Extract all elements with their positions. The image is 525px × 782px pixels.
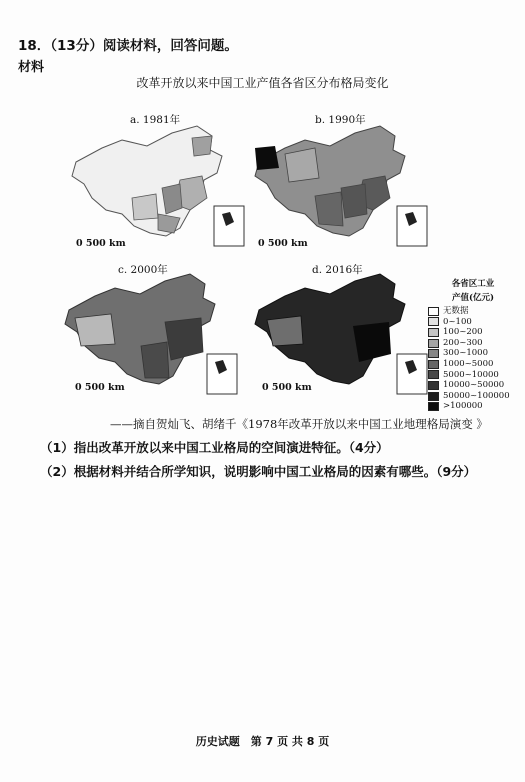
- legend-label: 0~100: [443, 316, 472, 327]
- legend-swatch: [428, 360, 439, 369]
- panel-b-label: b. 1990年: [315, 114, 366, 126]
- legend-label: 200~300: [443, 337, 483, 348]
- question-title: 18．（13分）阅读材料，回答问题。: [18, 38, 238, 54]
- legend-label: 10000~50000: [443, 380, 505, 391]
- question-1: （1）指出改革开放以来中国工业格局的空间演进特征。（4分）: [40, 440, 389, 455]
- page-footer: 历史试题 第 7 页 共 8 页: [195, 735, 330, 748]
- legend-swatch: [428, 392, 439, 401]
- panel-c-scale: 0 500 km: [75, 382, 125, 393]
- panel-c-label: c. 2000年: [118, 264, 168, 276]
- legend-label: 300~1000: [443, 348, 488, 359]
- legend-label: 5000~10000: [443, 369, 499, 380]
- legend-swatch: [428, 328, 439, 337]
- legend-item: [428, 401, 518, 412]
- map-1990: [245, 118, 435, 258]
- legend-item: [428, 380, 518, 391]
- legend-title-line1: 各省区工业: [451, 279, 495, 289]
- question-2: （2）根据材料并结合所学知识，说明影响中国工业格局的因素有哪些。（9分）: [40, 464, 477, 479]
- legend-item: [428, 317, 518, 328]
- legend-swatch: [428, 370, 439, 379]
- legend-item: [428, 348, 518, 359]
- legend-label: >100000: [443, 401, 483, 412]
- material-label: 材料: [18, 60, 45, 75]
- legend-label: 无数据: [443, 306, 469, 316]
- map-legend: [428, 278, 518, 412]
- panel-d-label: d. 2016年: [312, 264, 363, 276]
- legend-label: 50000~100000: [443, 390, 510, 401]
- legend-swatch: [428, 307, 439, 316]
- legend-label: 1000~5000: [443, 358, 494, 369]
- legend-swatch: [428, 339, 439, 348]
- legend-item: [428, 306, 518, 317]
- panel-b-scale: 0 500 km: [258, 238, 308, 249]
- figure-title: 改革开放以来中国工业产值各省区分布格局变化: [136, 76, 389, 90]
- legend-item: [428, 370, 518, 381]
- panel-d-scale: 0 500 km: [262, 382, 312, 393]
- legend-item: [428, 391, 518, 402]
- legend-item: [428, 338, 518, 349]
- legend-swatch: [428, 317, 439, 326]
- panel-a-label: a. 1981年: [130, 114, 181, 126]
- legend-swatch: [428, 402, 439, 411]
- legend-label: 100~200: [443, 327, 483, 338]
- legend-items: [428, 306, 518, 412]
- legend-swatch: [428, 349, 439, 358]
- legend-title-line2: 产值(亿元): [451, 293, 495, 303]
- legend-swatch: [428, 381, 439, 390]
- legend-item: [428, 327, 518, 338]
- source-citation: ——摘自贺灿飞、胡绪千《1978年改革开放以来中国工业地理格局演变 》: [110, 417, 488, 431]
- panel-a-scale: 0 500 km: [76, 238, 126, 249]
- map-1981: [62, 118, 252, 258]
- legend-item: [428, 359, 518, 370]
